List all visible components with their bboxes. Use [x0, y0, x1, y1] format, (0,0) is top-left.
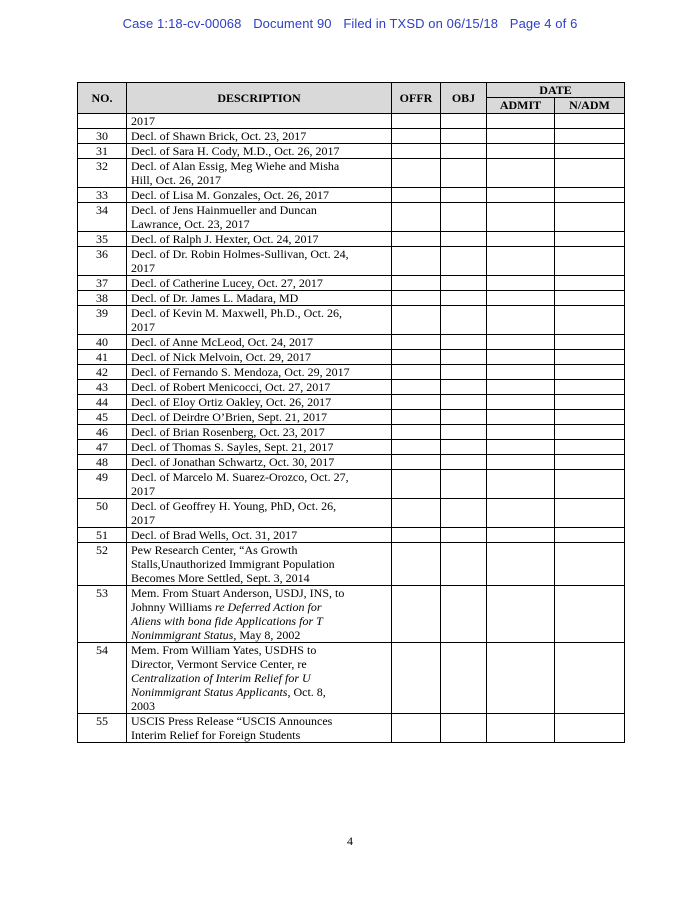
description-line: Becomes More Settled, Sept. 3, 2014 — [131, 571, 310, 585]
table-row — [78, 528, 625, 543]
page-info: Page 4 of 6 — [509, 16, 578, 31]
admit-cell — [487, 643, 555, 714]
table-row — [78, 203, 625, 232]
obj-cell — [441, 380, 487, 395]
admit-cell — [487, 425, 555, 440]
table-row — [78, 291, 625, 306]
case-header — [0, 16, 700, 31]
exhibit-description — [127, 276, 392, 291]
table-row — [78, 425, 625, 440]
admit-cell — [487, 203, 555, 232]
offr-cell — [392, 291, 441, 306]
table-row — [78, 247, 625, 276]
offr-cell — [392, 643, 441, 714]
nadm-cell — [555, 714, 625, 743]
admit-cell — [487, 188, 555, 203]
nadm-cell — [555, 350, 625, 365]
table-row — [78, 395, 625, 410]
admit-cell — [487, 395, 555, 410]
exhibit-description — [127, 114, 392, 129]
admit-cell — [487, 232, 555, 247]
exhibit-number: 49 — [78, 470, 127, 499]
description-line: Interim Relief for Foreign Students — [131, 728, 301, 742]
table-row — [78, 188, 625, 203]
exhibit-number: 47 — [78, 440, 127, 455]
description-line: Decl. of Shawn Brick, Oct. 23, 2017 — [131, 129, 307, 143]
exhibit-description — [127, 232, 392, 247]
obj-cell — [441, 159, 487, 188]
exhibit-table — [77, 82, 625, 743]
description-line: 2017 — [131, 513, 155, 527]
description-line: Pew Research Center, “As Growth — [131, 543, 298, 557]
exhibit-description — [127, 247, 392, 276]
nadm-cell — [555, 380, 625, 395]
exhibit-description — [127, 395, 392, 410]
description-line: Decl. of Dr. James L. Madara, MD — [131, 291, 299, 305]
exhibit-number: 55 — [78, 714, 127, 743]
obj-cell — [441, 499, 487, 528]
obj-cell — [441, 455, 487, 470]
table-row — [78, 410, 625, 425]
exhibit-number: 40 — [78, 335, 127, 350]
offr-cell — [392, 306, 441, 335]
description-line: Centralization of Interim Relief for U — [131, 671, 311, 685]
description-line: Decl. of Alan Essig, Meg Wiehe and Misha — [131, 159, 340, 173]
admit-cell — [487, 247, 555, 276]
table-row — [78, 586, 625, 643]
description-line: Decl. of Brad Wells, Oct. 31, 2017 — [131, 528, 298, 542]
header-no: NO. — [78, 83, 127, 114]
exhibit-description — [127, 365, 392, 380]
admit-cell — [487, 350, 555, 365]
obj-cell — [441, 188, 487, 203]
offr-cell — [392, 455, 441, 470]
document-number: Document 90 — [253, 16, 332, 31]
offr-cell — [392, 232, 441, 247]
description-line: Decl. of Sara H. Cody, M.D., Oct. 26, 2017 — [131, 144, 340, 158]
nadm-cell — [555, 276, 625, 291]
description-line: Mem. From Stuart Anderson, USDJ, INS, to — [131, 586, 345, 600]
nadm-cell — [555, 440, 625, 455]
admit-cell — [487, 410, 555, 425]
exhibit-description — [127, 410, 392, 425]
exhibit-number: 38 — [78, 291, 127, 306]
exhibit-rows — [78, 114, 625, 743]
description-line: 2017 — [131, 484, 155, 498]
nadm-cell — [555, 129, 625, 144]
description-line: Director, Vermont Service Center, re — [131, 657, 307, 671]
header-offr: OFFR — [392, 83, 441, 114]
nadm-cell — [555, 247, 625, 276]
obj-cell — [441, 335, 487, 350]
table-row — [78, 365, 625, 380]
exhibit-number: 51 — [78, 528, 127, 543]
obj-cell — [441, 291, 487, 306]
nadm-cell — [555, 203, 625, 232]
table-row — [78, 499, 625, 528]
obj-cell — [441, 714, 487, 743]
exhibit-description — [127, 714, 392, 743]
exhibit-description — [127, 643, 392, 714]
nadm-cell — [555, 188, 625, 203]
offr-cell — [392, 114, 441, 129]
offr-cell — [392, 188, 441, 203]
description-line: Decl. of Geoffrey H. Young, PhD, Oct. 26, — [131, 499, 337, 513]
admit-cell — [487, 586, 555, 643]
description-line: Aliens with bona fide Applications for T — [131, 614, 323, 628]
nadm-cell — [555, 425, 625, 440]
offr-cell — [392, 425, 441, 440]
table-row — [78, 543, 625, 586]
exhibit-number: 54 — [78, 643, 127, 714]
description-line: Decl. of Catherine Lucey, Oct. 27, 2017 — [131, 276, 323, 290]
nadm-cell — [555, 232, 625, 247]
offr-cell — [392, 543, 441, 586]
nadm-cell — [555, 365, 625, 380]
admit-cell — [487, 144, 555, 159]
offr-cell — [392, 586, 441, 643]
exhibit-number: 50 — [78, 499, 127, 528]
header-admit: ADMIT — [487, 98, 555, 114]
offr-cell — [392, 528, 441, 543]
description-line: Mem. From William Yates, USDHS to — [131, 643, 317, 657]
nadm-cell — [555, 306, 625, 335]
description-line: Decl. of Fernando S. Mendoza, Oct. 29, 2017 — [131, 365, 350, 379]
nadm-cell — [555, 144, 625, 159]
table-row — [78, 350, 625, 365]
table-row — [78, 643, 625, 714]
description-line: Decl. of Brian Rosenberg, Oct. 23, 2017 — [131, 425, 325, 439]
description-line: Johnny Williams re Deferred Action for — [131, 600, 322, 614]
exhibit-description — [127, 543, 392, 586]
exhibit-number: 52 — [78, 543, 127, 586]
admit-cell — [487, 306, 555, 335]
nadm-cell — [555, 335, 625, 350]
table-row — [78, 159, 625, 188]
description-line: Decl. of Thomas S. Sayles, Sept. 21, 2017 — [131, 440, 334, 454]
header-description: DESCRIPTION — [127, 83, 392, 114]
exhibit-number: 46 — [78, 425, 127, 440]
nadm-cell — [555, 114, 625, 129]
offr-cell — [392, 129, 441, 144]
obj-cell — [441, 306, 487, 335]
description-line: Hill, Oct. 26, 2017 — [131, 173, 221, 187]
admit-cell — [487, 380, 555, 395]
description-line: Decl. of Lisa M. Gonzales, Oct. 26, 2017 — [131, 188, 329, 202]
obj-cell — [441, 528, 487, 543]
table-row — [78, 335, 625, 350]
description-line: Decl. of Deirdre O’Brien, Sept. 21, 2017 — [131, 410, 327, 424]
admit-cell — [487, 335, 555, 350]
description-line: 2017 — [131, 320, 155, 334]
offr-cell — [392, 335, 441, 350]
obj-cell — [441, 276, 487, 291]
obj-cell — [441, 144, 487, 159]
obj-cell — [441, 232, 487, 247]
header-date: DATE — [487, 83, 625, 98]
description-line: Decl. of Dr. Robin Holmes-Sullivan, Oct. 24, — [131, 247, 349, 261]
admit-cell — [487, 714, 555, 743]
description-line: Decl. of Kevin M. Maxwell, Ph.D., Oct. 26, — [131, 306, 342, 320]
table-row — [78, 129, 625, 144]
description-line: Decl. of Nick Melvoin, Oct. 29, 2017 — [131, 350, 311, 364]
exhibit-description — [127, 159, 392, 188]
exhibit-description — [127, 188, 392, 203]
obj-cell — [441, 129, 487, 144]
obj-cell — [441, 350, 487, 365]
exhibit-description — [127, 586, 392, 643]
case-number: Case 1:18-cv-00068 — [122, 16, 242, 31]
description-line: 2017 — [131, 114, 155, 128]
description-line: Stalls,Unauthorized Immigrant Population — [131, 557, 335, 571]
description-line: Decl. of Jens Hainmueller and Duncan — [131, 203, 317, 217]
obj-cell — [441, 586, 487, 643]
description-line: Decl. of Anne McLeod, Oct. 24, 2017 — [131, 335, 313, 349]
description-line: USCIS Press Release “USCIS Announces — [131, 714, 333, 728]
exhibit-description — [127, 203, 392, 232]
table-row — [78, 380, 625, 395]
description-line: 2003 — [131, 699, 155, 713]
obj-cell — [441, 247, 487, 276]
exhibit-number: 33 — [78, 188, 127, 203]
admit-cell — [487, 114, 555, 129]
description-line: Decl. of Eloy Ortiz Oakley, Oct. 26, 2017 — [131, 395, 332, 409]
exhibit-number: 42 — [78, 365, 127, 380]
exhibit-description — [127, 335, 392, 350]
offr-cell — [392, 247, 441, 276]
exhibit-number: 35 — [78, 232, 127, 247]
exhibit-number: 32 — [78, 159, 127, 188]
exhibit-number: 41 — [78, 350, 127, 365]
exhibit-number: 31 — [78, 144, 127, 159]
nadm-cell — [555, 395, 625, 410]
description-line: Nonimmigrant Status Applicants, Oct. 8, — [131, 685, 326, 699]
exhibit-number: 30 — [78, 129, 127, 144]
table-row — [78, 306, 625, 335]
nadm-cell — [555, 291, 625, 306]
offr-cell — [392, 380, 441, 395]
offr-cell — [392, 159, 441, 188]
admit-cell — [487, 499, 555, 528]
description-line: Decl. of Robert Menicocci, Oct. 27, 2017 — [131, 380, 331, 394]
exhibit-number: 36 — [78, 247, 127, 276]
exhibit-number: 34 — [78, 203, 127, 232]
page-number: 4 — [347, 834, 353, 848]
description-line: Decl. of Ralph J. Hexter, Oct. 24, 2017 — [131, 232, 319, 246]
table-row — [78, 276, 625, 291]
exhibit-description — [127, 499, 392, 528]
exhibit-description — [127, 440, 392, 455]
exhibit-number: 53 — [78, 586, 127, 643]
exhibit-description — [127, 380, 392, 395]
exhibit-number: 48 — [78, 455, 127, 470]
exhibit-description — [127, 291, 392, 306]
exhibit-number: 45 — [78, 410, 127, 425]
filed-info: Filed in TXSD on 06/15/18 — [343, 16, 499, 31]
admit-cell — [487, 455, 555, 470]
obj-cell — [441, 114, 487, 129]
obj-cell — [441, 365, 487, 380]
obj-cell — [441, 395, 487, 410]
obj-cell — [441, 425, 487, 440]
admit-cell — [487, 470, 555, 499]
description-line: Decl. of Marcelo M. Suarez-Orozco, Oct. 27, — [131, 470, 349, 484]
offr-cell — [392, 203, 441, 232]
offr-cell — [392, 365, 441, 380]
obj-cell — [441, 643, 487, 714]
admit-cell — [487, 129, 555, 144]
offr-cell — [392, 410, 441, 425]
exhibit-number — [78, 114, 127, 129]
exhibit-number: 39 — [78, 306, 127, 335]
offr-cell — [392, 276, 441, 291]
header-nadm: N/ADM — [555, 98, 625, 114]
nadm-cell — [555, 499, 625, 528]
table-row — [78, 114, 625, 129]
description-line: Lawrance, Oct. 23, 2017 — [131, 217, 250, 231]
admit-cell — [487, 528, 555, 543]
admit-cell — [487, 440, 555, 455]
nadm-cell — [555, 455, 625, 470]
nadm-cell — [555, 528, 625, 543]
exhibit-description — [127, 144, 392, 159]
offr-cell — [392, 350, 441, 365]
admit-cell — [487, 365, 555, 380]
admit-cell — [487, 291, 555, 306]
nadm-cell — [555, 543, 625, 586]
exhibit-description — [127, 470, 392, 499]
table-row — [78, 455, 625, 470]
offr-cell — [392, 470, 441, 499]
exhibit-number: 37 — [78, 276, 127, 291]
obj-cell — [441, 470, 487, 499]
obj-cell — [441, 410, 487, 425]
obj-cell — [441, 203, 487, 232]
admit-cell — [487, 159, 555, 188]
table-row — [78, 440, 625, 455]
exhibit-description — [127, 350, 392, 365]
table-row — [78, 144, 625, 159]
offr-cell — [392, 144, 441, 159]
exhibit-description — [127, 528, 392, 543]
table-row — [78, 470, 625, 499]
exhibit-description — [127, 129, 392, 144]
nadm-cell — [555, 470, 625, 499]
nadm-cell — [555, 643, 625, 714]
exhibit-description — [127, 425, 392, 440]
offr-cell — [392, 395, 441, 410]
description-line: 2017 — [131, 261, 155, 275]
obj-cell — [441, 440, 487, 455]
obj-cell — [441, 543, 487, 586]
offr-cell — [392, 440, 441, 455]
exhibit-number: 44 — [78, 395, 127, 410]
offr-cell — [392, 714, 441, 743]
exhibit-description — [127, 306, 392, 335]
exhibit-number: 43 — [78, 380, 127, 395]
description-line: Decl. of Jonathan Schwartz, Oct. 30, 2017 — [131, 455, 335, 469]
nadm-cell — [555, 159, 625, 188]
nadm-cell — [555, 586, 625, 643]
table-row — [78, 714, 625, 743]
table-row — [78, 232, 625, 247]
description-line: Nonimmigrant Status, May 8, 2002 — [131, 628, 301, 642]
nadm-cell — [555, 410, 625, 425]
offr-cell — [392, 499, 441, 528]
admit-cell — [487, 543, 555, 586]
header-obj: OBJ — [441, 83, 487, 114]
exhibit-description — [127, 455, 392, 470]
admit-cell — [487, 276, 555, 291]
